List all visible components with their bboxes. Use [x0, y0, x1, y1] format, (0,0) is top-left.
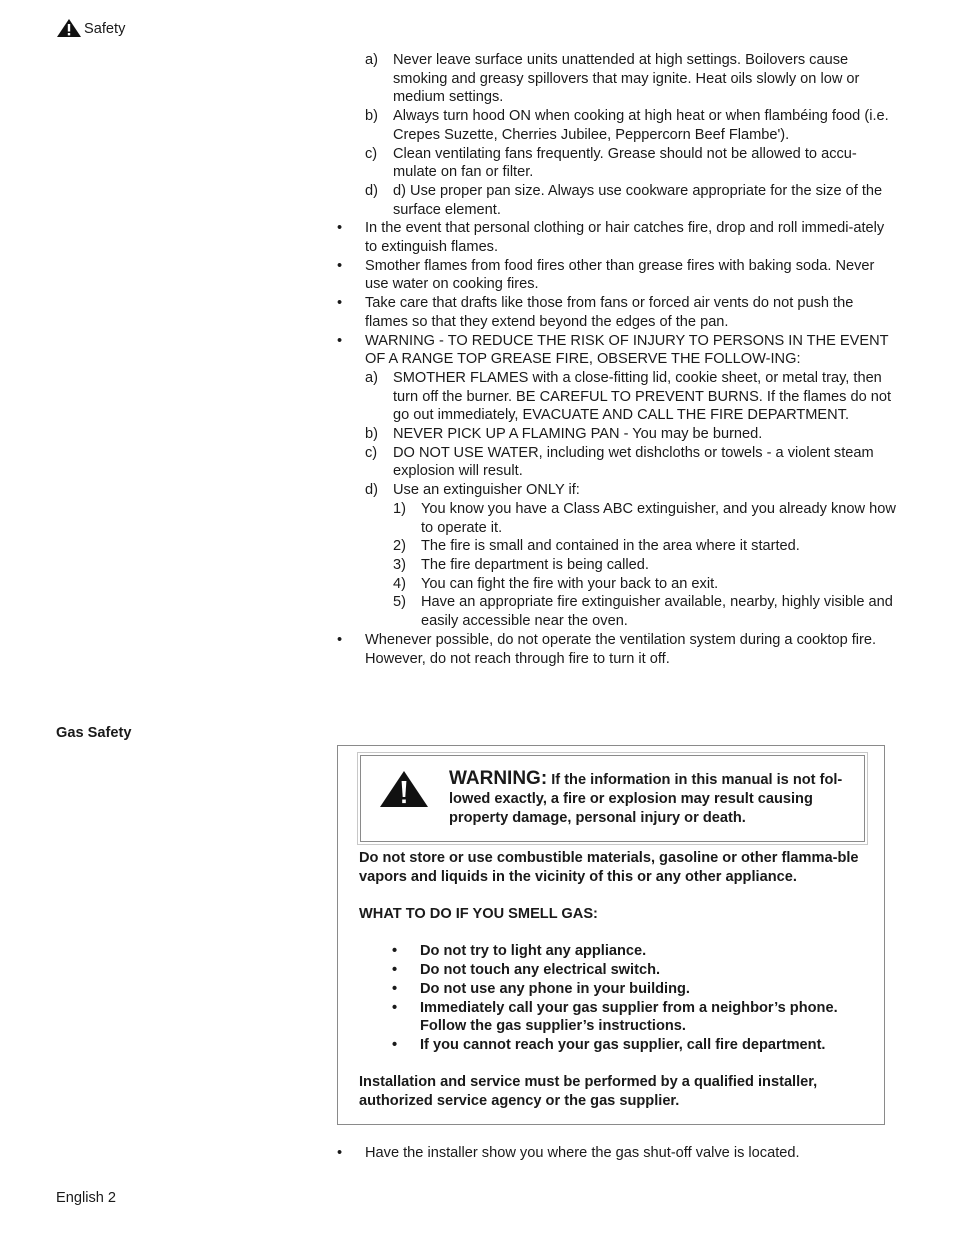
list-item: 4) You can fight the fire with your back to an exit. [393, 575, 719, 592]
bottom-list [337, 1144, 897, 1163]
list-item: c) DO NOT USE WATER, including wet dishcloths or towels - a violent steam explosion will result. [365, 444, 874, 480]
section-label: Safety [84, 21, 126, 37]
warning-title: WARNING: [449, 768, 548, 789]
list-item: • Do not use any phone in your building. [392, 980, 690, 997]
gas-instructions-list [359, 942, 879, 1054]
safety-list [337, 51, 897, 668]
list-item: • Immediately call your gas supplier from a neighbor’s phone. Follow the gas supplier’s instructions. [392, 999, 838, 1035]
section-heading-gas-safety: Gas Safety [56, 725, 132, 741]
page-footer: English 2 [56, 1190, 117, 1206]
list-item: • Have the installer show you where the gas shut-off valve is located. [337, 1145, 800, 1161]
smell-gas-heading: WHAT TO DO IF YOU SMELL GAS: [359, 906, 598, 923]
installation-paragraph: Installation and service must be performed by a qualified installer, authorized service agency or the gas supplier. [359, 1074, 818, 1110]
warning-message [449, 769, 861, 828]
gas-warning-body [359, 849, 879, 1111]
gas-warning-box [337, 745, 885, 1125]
warning-triangle-icon [379, 770, 429, 808]
list-item: 1) You know you have a Class ABC extinguisher, and you already know how to operate it. [393, 500, 896, 536]
list-item: b) Always turn hood ON when cooking at high heat or when flambéing food (i.e. Crepes Suzette, Cherries Jubilee, Peppercorn Beef Flambe'). [365, 108, 889, 143]
list-item: b) NEVER PICK UP A FLAMING PAN - You may be burned. [365, 426, 763, 443]
list-item: • Do not try to light any appliance. [392, 943, 647, 960]
list-item: • Take care that drafts like those from fans or forced air vents do not push the flames so that they extend beyond the edges of the pan. [337, 295, 854, 330]
page-header [56, 18, 125, 38]
list-item: • If you cannot reach your gas supplier, call fire department. [392, 1037, 826, 1053]
list-item: • Whenever possible, do not operate the ventilation system during a cooktop fire. However, do not reach through fire to turn it off. [337, 631, 877, 667]
list-item: • WARNING - TO REDUCE THE RISK OF INJURY TO PERSONS IN THE EVENT OF A RANGE TOP GREASE FIRE, OBSERVE THE FOLLOW-ING: [337, 332, 889, 368]
list-item: d) Use an extinguisher ONLY if: [365, 482, 580, 499]
storage-paragraph: Do not store or use combustible materials, gasoline or other flamma-ble vapors and liquids in the vicinity of this or any other appliance. [359, 850, 859, 885]
list-item: • In the event that personal clothing or hair catches fire, drop and roll immedi-ately to extinguish flames. [337, 220, 885, 256]
warning-body: If the information in this manual is not fol-lowed exactly, a fire or explosion may result causing property damage, personal injury or death. [449, 772, 843, 826]
list-item: • Do not touch any electrical switch. [392, 962, 661, 979]
list-item: c) Clean ventilating fans frequently. Grease should not be allowed to accu-mulate on fan or filter. [365, 145, 857, 181]
warning-triangle-icon [56, 18, 82, 38]
list-item: • Smother flames from food fires other than grease fires with baking soda. Never use water on cooking fires. [337, 257, 875, 293]
warning-callout [360, 755, 865, 842]
list-item: 5) Have an appropriate fire extinguisher available, nearby, highly visible and easily accessible near the oven. [393, 594, 893, 630]
list-item: a) Never leave surface units unattended at high settings. Boilovers cause smoking and greasy spillovers that may ignite. Heat oils slowly on low or medium settings. [365, 52, 860, 106]
list-item: a) SMOTHER FLAMES with a close-fitting lid, cookie sheet, or metal tray, then turn off the burner. BE CAREFUL TO PREVENT BURNS. If the flames do not go out immediately, EVACUATE AND CALL THE FIRE DEPARTMENT. [365, 369, 892, 424]
list-item: 3) The fire department is being called. [393, 556, 649, 573]
list-item: 2) The fire is small and contained in the area where it started. [393, 538, 800, 555]
list-item: d) d) Use proper pan size. Always use cookware appropriate for the size of the surface element. [365, 182, 883, 218]
